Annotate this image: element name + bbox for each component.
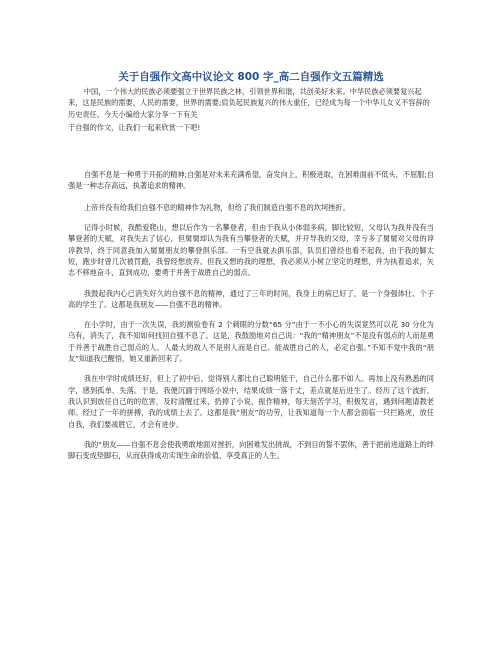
body-paragraph-7: 我的“朋友——自强不息会使我勇敢地面对挫折，向困难发出挑战，不到目的誓不罢休，善于把前进道路上的绊脚石变成垫脚石，从而获得成功实现生命的价值，享受真正的人生。 bbox=[68, 439, 434, 461]
body-paragraph-2: 上帝并没有给我们自强不息的精神作为礼物，但给了我们制造自强不息的坎坷挫折。 bbox=[83, 202, 350, 212]
body-paragraph-5: 在小学时，由于一次失误，我的测验卷有 2 个刺眼的分数“65 分”由于一不小心的失误竟然可以花 30 分化为乌有，消失了，我不知如何找回自强不息了。这是，我鼓励地对自己说：“我的“精神朋友”不是没有弱点的人而是勇于并善于战胜自己弱点的人。人最大的敌人不是别人而是自己。能战胜自己的人，必定自强。”不知不觉中我的“朋友”知道我已醒悟，她又重新回来了。 bbox=[68, 320, 434, 364]
section-spacer bbox=[68, 133, 434, 169]
body-paragraph-1: 自强不息是一种勇于开拓的精神;自强是对未来充满希望，奋发向上，积极进取，在困难面前不低头，不屈服;自强是一种志存高远，执著追求的精神。 bbox=[68, 170, 434, 191]
intro-paragraph-tail: 于自强的作文，让我们一起来欣赏一下吧! bbox=[68, 122, 201, 132]
document-title: 关于自强作文高中议论文 800 字_高二自强作文五篇精选 bbox=[118, 71, 384, 83]
body-paragraph-4: 我鼓起我内心已消失好久的自强不息的精神，通过了三年的时间，我身上的病已好了，是一个身强体壮、个子高的学生了。这都是我朋友——自强不息的精神。 bbox=[68, 288, 434, 309]
body-paragraph-3: 记得小时候，我酷爱爬山，想以后作为一名攀登者，但由于我从小体弱多病，脚比较短，父母认为我并没有当攀登者的天赋，对我失去了信心，但舅舅却认为我有当攀登者的天赋，并开导我的父母，幸亏多了舅舅对父母的谆谆教导，终于同意我加入舅舅朋友的攀登俱乐部。一有空我就去俱乐部，队员们曾经也看不起我，由于我的脚太短，跑步时曾几次被罚跑，我曾经想放弃。但我又想的我的理想，我必须从小树立坚定的理想，并为执着追求，矢志不移地奋斗，直到成功，要勇于并善于战胜自己的弱点。 bbox=[68, 223, 434, 278]
intro-paragraph: 中国，一个伟大的民族必须要强立于世界民族之林，引领世界和谐，共创美好未来。中华民族必须要复兴起来，这是民族的需要，人民的需要，世界的需要;肩负起民族复兴的伟大重任，已经成为每一个中华儿女义不容辞的历史责任。今天小编给大家分享一下有关 bbox=[68, 87, 430, 119]
body-paragraph-6: 我在中学时成绩还好，但上了初中后，觉得别人都比自己聪明能干，自己什么都不如人。再加上没有熟悉的同学，感到孤单、失落。于是，我便沉湎于网络小说中，结果成绩一落千丈，差点就是后进生了。经历了这个波折，我认识到放任自己的的危害，及时清醒过来，扔掉了小说，振作精神，每天刻苦学习，积极发言，遇到问题请教老师。经过了一年的拼搏，我的成绩上去了。这都是我“朋友”的功劳，让我知道每一个人都会面临一只拦路虎，放任自我，我们要战胜它，才会有进步。 bbox=[68, 374, 434, 429]
